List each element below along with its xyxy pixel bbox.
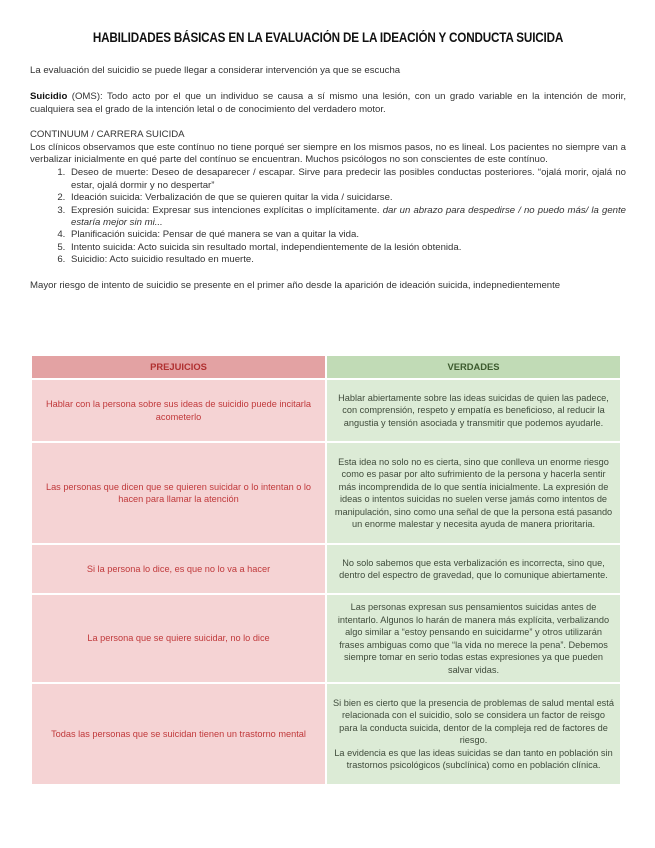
continuum-paragraph: Los clínicos observamos que este contínuo no tiene porqué ser siempre en los mismos pasos, no es lineal. Los pacientes no siempre van a verbalizar inicialmente en qué parte del contínuo se encuentran. Muchos psicólogos no son conscientes de este contínuo. — [30, 141, 626, 166]
header-verdades: VERDADES — [327, 356, 620, 378]
continuum-heading: CONTINUUM / CARRERA SUICIDA — [30, 129, 185, 141]
list-item: 5. Intento suicida: Acto suicida sin resultado mortal, independientemente de la lesión obtenida. — [68, 242, 626, 254]
list-item-italic: dar un abrazo para despedirse / no puedo más/ la gente estaría mejor sin mi... — [71, 204, 626, 229]
list-item: 4. Planificación suicida: Pensar de qué manera se van a quitar la vida. — [68, 229, 626, 241]
list-item: 3. Expresión suicida: Expresar sus intenciones explícitas o implícitamente. dar un abrazo para despedirse / no puedo más/ la gente estaría mejor sin mi... — [68, 205, 626, 230]
document-page — [30, 30, 626, 292]
header-prejuicios: PREJUICIOS — [32, 356, 325, 378]
myths-truths-table — [30, 354, 622, 786]
list-item: 2. Ideación suicida: Verbalización de que se quieren quitar la vida / suicidarse. — [68, 192, 626, 204]
table-row — [32, 684, 620, 784]
verdad-cell: Esta idea no solo no es cierta, sino que conlleva un enorme riesgo como es pasar por alto sufrimiento de la persona y hacerla sentir más incomprendida de lo que sentía inicialmente. La expresión de ideas o intentos suicidas no suelen verse jamás como intentos de manipulación, sino como una señal de que la persona está pasando un enorme malestar y necesita ayuda de manera prioritaria. — [327, 443, 620, 543]
risk-note: Mayor riesgo de intento de suicidio se presente en el primer año desde la aparición de ideación suicida, indepnedientemente — [30, 279, 561, 291]
prejuicio-cell: Todas las personas que se suicidan tienen un trastorno mental — [32, 684, 325, 784]
prejuicio-cell: Hablar con la persona sobre sus ideas de suicidio puede incitarla acometerlo — [32, 380, 325, 441]
prejuicio-cell: La persona que se quiere suicidar, no lo dice — [32, 595, 325, 682]
table-row — [32, 443, 620, 543]
table-row — [32, 545, 620, 593]
table-header-row — [32, 356, 620, 378]
list-item: 1. Deseo de muerte: Deseo de desaparecer / escapar. Sirve para predecir las posibles conductas posteriores. “ojalá morir, ojalá no estar, ojalá dormir y no despertar” — [68, 167, 626, 192]
intro-paragraph: La evaluación del suicidio se puede llegar a considerar intervención ya que se escucha — [30, 65, 401, 76]
definition-text: (OMS): Todo acto por el que un individuo se causa a sí mismo una lesión, con un grado variable en la intención de morir, cualquiera sea el grado de la intención letal o de conocimiento del verdadero motor. — [30, 91, 626, 115]
prejuicio-cell: Las personas que dicen que se quieren suicidar o lo intentan o lo hacen para llamar la atención — [32, 443, 325, 543]
document-title: HABILIDADES BÁSICAS EN LA EVALUACIÓN DE LA IDEACIÓN Y CONDUCTA SUICIDA — [92, 30, 564, 45]
definition-term: Suicidio — [30, 91, 68, 103]
verdad-cell: Las personas expresan sus pensamientos suicidas antes de intentarlo. Algunos lo harán de manera más explícita, verbalizando algo similar a “estoy pensando en suicidarme” y otros utilizarán frases ambiguas como que “la vida no merece la pena”. Debemos siempre tomar en serio todas estas expresiones ya que pueden salvar vidas. — [327, 595, 620, 682]
verdad-cell — [327, 684, 620, 784]
verdad-text: Si bien es cierto que la presencia de problemas de salud mental está relacionada con el suicidio, solo se considera un factor de reisgo para la conducta suicida, dentor de la compleja red de factores de riesgo. — [333, 697, 614, 745]
list-item: 6. Suicidio: Acto suicidio resultado en muerte. — [68, 254, 626, 266]
verdad-cell: Hablar abiertamente sobre las ideas suicidas de quien las padece, con comprensión, respeto y empatía es beneficioso, al reducir la angustia y tensión asociada y transmitir que podemos ayudarle. — [327, 380, 620, 441]
verdad-cell: No solo sabemos que esta verbalización es incorrecta, sino que, dentro del espectro de gravedad, que lo comunique abiertamente. — [327, 545, 620, 593]
table-row — [32, 595, 620, 682]
continuum-list — [30, 167, 626, 266]
verdad-text-2: La evidencia es que las ideas suicidas se dan tanto en población sin trastornos psicológicos (subclínica) como en población clínica. — [334, 747, 613, 770]
definition-paragraph — [30, 91, 626, 116]
table-row — [32, 380, 620, 441]
prejuicio-cell: Si la persona lo dice, es que no lo va a hacer — [32, 545, 325, 593]
